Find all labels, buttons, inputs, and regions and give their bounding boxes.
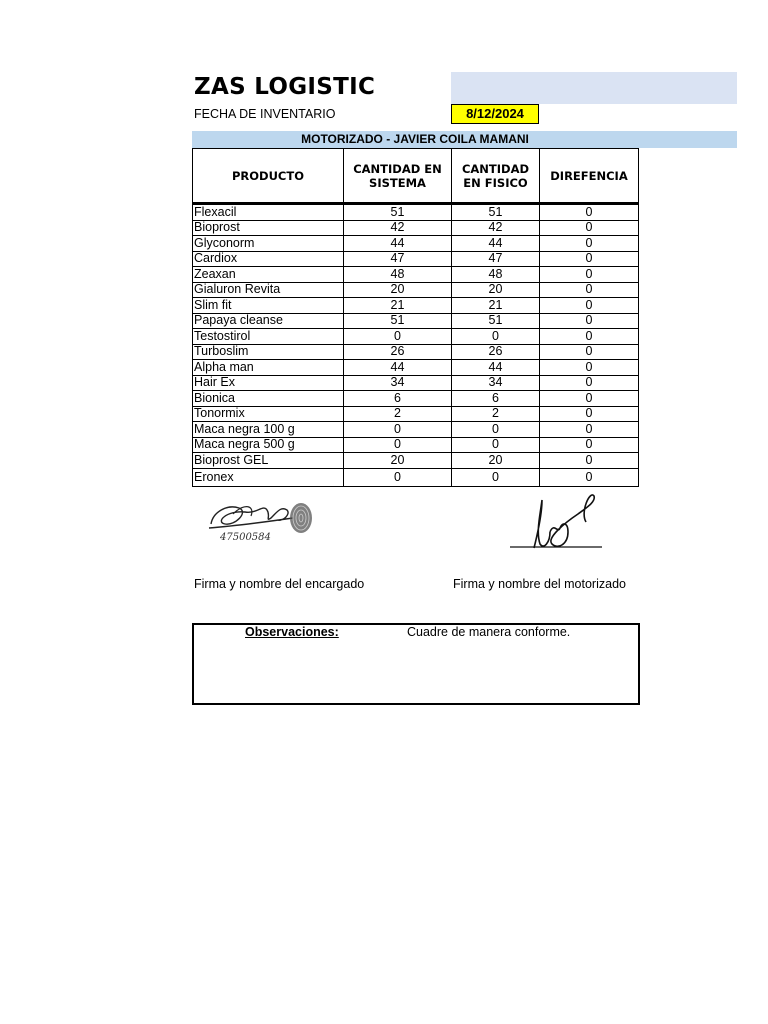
table-header-row bbox=[193, 149, 639, 204]
table-row bbox=[193, 313, 639, 329]
cell-cantidad-fisico: 2 bbox=[452, 406, 540, 422]
cell-cantidad-fisico: 21 bbox=[452, 298, 540, 314]
cell-cantidad-fisico: 0 bbox=[452, 437, 540, 453]
cell-producto: Turboslim bbox=[193, 344, 344, 360]
encargado-signature-label: Firma y nombre del encargado bbox=[194, 577, 365, 591]
cell-cantidad-sistema: 2 bbox=[344, 406, 452, 422]
cell-cantidad-sistema: 44 bbox=[344, 236, 452, 252]
date-value: 8/12/2024 bbox=[451, 104, 539, 124]
cell-producto: Maca negra 100 g bbox=[193, 422, 344, 438]
cell-diferencia: 0 bbox=[540, 360, 639, 376]
col-header-cantidad-fisico: CANTIDAD EN FISICO bbox=[452, 149, 540, 204]
cell-cantidad-fisico: 20 bbox=[452, 453, 540, 469]
cell-diferencia: 0 bbox=[540, 437, 639, 453]
col-header-diferencia: DIREFENCIA bbox=[540, 149, 639, 204]
cell-cantidad-fisico: 42 bbox=[452, 220, 540, 236]
table-row bbox=[193, 468, 639, 486]
cell-cantidad-fisico: 6 bbox=[452, 391, 540, 407]
cell-cantidad-sistema: 20 bbox=[344, 453, 452, 469]
cell-cantidad-sistema: 20 bbox=[344, 282, 452, 298]
cell-diferencia: 0 bbox=[540, 329, 639, 345]
cell-diferencia: 0 bbox=[540, 282, 639, 298]
cell-diferencia: 0 bbox=[540, 375, 639, 391]
cell-producto: Slim fit bbox=[193, 298, 344, 314]
cell-diferencia: 0 bbox=[540, 251, 639, 267]
table-row bbox=[193, 422, 639, 438]
cell-diferencia: 0 bbox=[540, 220, 639, 236]
cell-producto: Papaya cleanse bbox=[193, 313, 344, 329]
table-row bbox=[193, 391, 639, 407]
cell-cantidad-sistema: 42 bbox=[344, 220, 452, 236]
cell-producto: Cardiox bbox=[193, 251, 344, 267]
cell-diferencia: 0 bbox=[540, 344, 639, 360]
cell-producto: Bioprost bbox=[193, 220, 344, 236]
table-body bbox=[193, 204, 639, 487]
cell-producto: Glyconorm bbox=[193, 236, 344, 252]
encargado-signature bbox=[205, 492, 320, 555]
col-header-producto: PRODUCTO bbox=[193, 149, 344, 204]
table-row bbox=[193, 282, 639, 298]
observations-text: Cuadre de manera conforme. bbox=[407, 625, 571, 639]
cell-diferencia: 0 bbox=[540, 391, 639, 407]
inventory-table bbox=[192, 148, 639, 487]
cell-cantidad-fisico: 44 bbox=[452, 360, 540, 376]
table-row bbox=[193, 406, 639, 422]
cell-cantidad-sistema: 48 bbox=[344, 267, 452, 283]
cell-cantidad-sistema: 47 bbox=[344, 251, 452, 267]
encargado-id-number: 47500584 bbox=[220, 532, 271, 543]
title-band bbox=[451, 72, 737, 104]
cell-producto: Eronex bbox=[193, 468, 344, 486]
table-row bbox=[193, 437, 639, 453]
company-title: ZAS LOGISTIC bbox=[194, 74, 376, 100]
cell-cantidad-sistema: 51 bbox=[344, 204, 452, 221]
cell-cantidad-sistema: 6 bbox=[344, 391, 452, 407]
motorizado-signature bbox=[506, 492, 606, 559]
motorizado-name: MOTORIZADO - JAVIER COILA MAMANI bbox=[301, 132, 529, 146]
table-row bbox=[193, 251, 639, 267]
cell-cantidad-fisico: 44 bbox=[452, 236, 540, 252]
cell-cantidad-fisico: 34 bbox=[452, 375, 540, 391]
motorizado-signature-label: Firma y nombre del motorizado bbox=[453, 577, 626, 591]
cell-producto: Flexacil bbox=[193, 204, 344, 221]
cell-producto: Maca negra 500 g bbox=[193, 437, 344, 453]
cell-cantidad-fisico: 20 bbox=[452, 282, 540, 298]
cell-producto: Testostirol bbox=[193, 329, 344, 345]
cell-diferencia: 0 bbox=[540, 313, 639, 329]
table-row bbox=[193, 344, 639, 360]
cell-producto: Bionica bbox=[193, 391, 344, 407]
cell-cantidad-sistema: 0 bbox=[344, 437, 452, 453]
cell-cantidad-sistema: 21 bbox=[344, 298, 452, 314]
cell-producto: Zeaxan bbox=[193, 267, 344, 283]
cell-cantidad-sistema: 44 bbox=[344, 360, 452, 376]
cell-cantidad-fisico: 0 bbox=[452, 422, 540, 438]
table-row bbox=[193, 220, 639, 236]
cell-diferencia: 0 bbox=[540, 236, 639, 252]
cell-cantidad-fisico: 0 bbox=[452, 329, 540, 345]
cell-cantidad-fisico: 26 bbox=[452, 344, 540, 360]
cell-diferencia: 0 bbox=[540, 298, 639, 314]
table-row bbox=[193, 360, 639, 376]
cell-producto: Bioprost GEL bbox=[193, 453, 344, 469]
table-row bbox=[193, 329, 639, 345]
cell-diferencia: 0 bbox=[540, 453, 639, 469]
cell-cantidad-sistema: 34 bbox=[344, 375, 452, 391]
cell-producto: Alpha man bbox=[193, 360, 344, 376]
cell-diferencia: 0 bbox=[540, 406, 639, 422]
cell-cantidad-fisico: 51 bbox=[452, 313, 540, 329]
table-row bbox=[193, 298, 639, 314]
cell-cantidad-fisico: 51 bbox=[452, 204, 540, 221]
cell-diferencia: 0 bbox=[540, 204, 639, 221]
cell-diferencia: 0 bbox=[540, 422, 639, 438]
cell-cantidad-sistema: 0 bbox=[344, 329, 452, 345]
cell-cantidad-sistema: 26 bbox=[344, 344, 452, 360]
cell-diferencia: 0 bbox=[540, 468, 639, 486]
cell-cantidad-fisico: 48 bbox=[452, 267, 540, 283]
table-row bbox=[193, 236, 639, 252]
col-header-cantidad-sistema: CANTIDAD EN SISTEMA bbox=[344, 149, 452, 204]
table-row bbox=[193, 204, 639, 221]
cell-producto: Hair Ex bbox=[193, 375, 344, 391]
table-row bbox=[193, 453, 639, 469]
cell-cantidad-sistema: 0 bbox=[344, 422, 452, 438]
cell-producto: Gialuron Revita bbox=[193, 282, 344, 298]
table-row bbox=[193, 375, 639, 391]
cell-cantidad-fisico: 47 bbox=[452, 251, 540, 267]
cell-cantidad-sistema: 0 bbox=[344, 468, 452, 486]
observations-label: Observaciones: bbox=[245, 625, 339, 639]
cell-cantidad-fisico: 0 bbox=[452, 468, 540, 486]
cell-diferencia: 0 bbox=[540, 267, 639, 283]
date-label: FECHA DE INVENTARIO bbox=[194, 107, 336, 121]
cell-cantidad-sistema: 51 bbox=[344, 313, 452, 329]
cell-producto: Tonormix bbox=[193, 406, 344, 422]
table-row bbox=[193, 267, 639, 283]
